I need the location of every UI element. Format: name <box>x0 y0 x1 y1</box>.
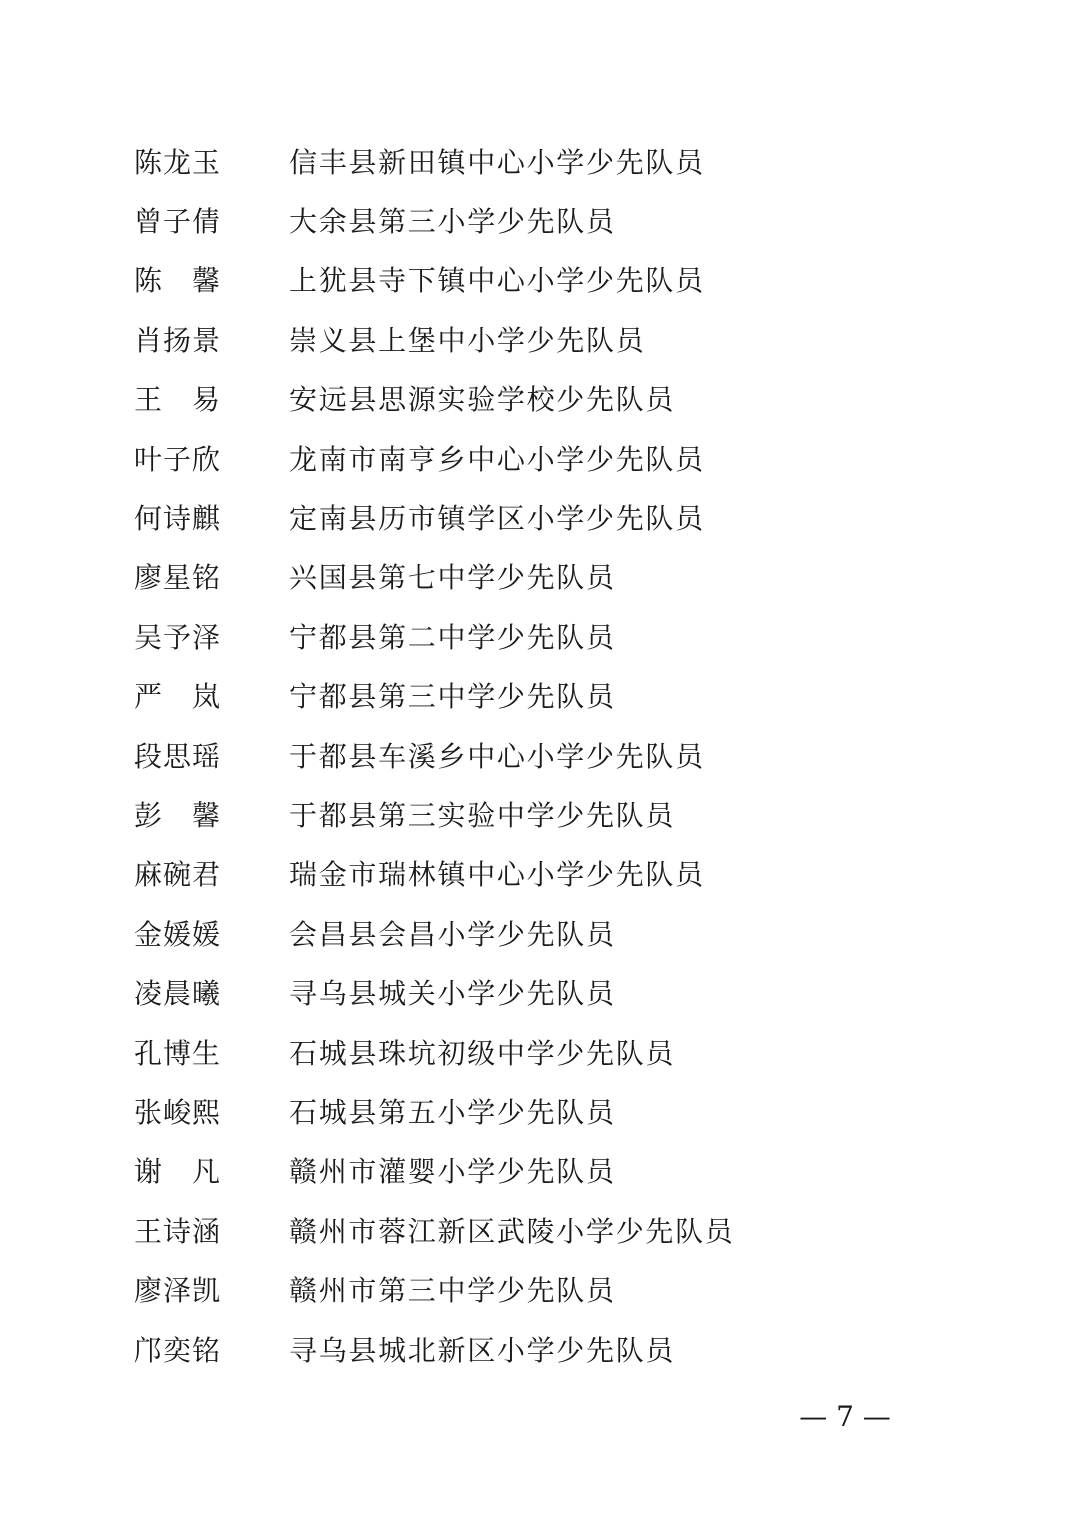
person-organization: 龙南市南亨乡中心小学少先队员 <box>289 442 705 476</box>
list-item <box>134 1022 735 1081</box>
list-item <box>134 606 735 665</box>
person-organization: 大余县第三小学少先队员 <box>289 205 616 239</box>
person-name: 金媛媛 <box>134 917 222 951</box>
person-name: 王诗涵 <box>134 1214 222 1248</box>
person-name: 邝奕铭 <box>134 1333 222 1367</box>
list-item <box>134 131 735 190</box>
list-item <box>134 1141 735 1200</box>
person-name: 谢凡 <box>134 1155 251 1189</box>
person-organization: 宁都县第二中学少先队员 <box>289 620 616 654</box>
person-name: 严岚 <box>134 680 251 714</box>
list-item <box>134 962 735 1021</box>
person-name: 曾子倩 <box>134 205 222 239</box>
list-item <box>134 309 735 368</box>
person-name: 叶子欣 <box>134 442 222 476</box>
person-name: 肖扬景 <box>134 323 222 357</box>
person-organization: 安远县思源实验学校少先队员 <box>289 383 676 417</box>
list-item <box>134 1319 735 1378</box>
name-list <box>134 131 735 1378</box>
person-organization: 于都县第三实验中学少先队员 <box>289 798 676 832</box>
person-organization: 寻乌县城北新区小学少先队员 <box>289 1333 676 1367</box>
person-organization: 兴国县第七中学少先队员 <box>289 561 616 595</box>
list-item <box>134 190 735 249</box>
person-organization: 会昌县会昌小学少先队员 <box>289 917 616 951</box>
person-name: 张峻熙 <box>134 1095 222 1129</box>
person-organization: 崇义县上堡中小学少先队员 <box>289 323 646 357</box>
person-name: 吴予泽 <box>134 620 222 654</box>
person-name: 段思瑶 <box>134 739 222 773</box>
person-name: 何诗麒 <box>134 502 222 536</box>
person-name: 陈馨 <box>134 264 251 298</box>
person-organization: 赣州市蓉江新区武陵小学少先队员 <box>289 1214 735 1248</box>
person-organization: 石城县第五小学少先队员 <box>289 1095 616 1129</box>
person-organization: 信丰县新田镇中心小学少先队员 <box>289 145 705 179</box>
person-name: 麻碗君 <box>134 858 222 892</box>
list-item <box>134 1081 735 1140</box>
list-item <box>134 844 735 903</box>
list-item <box>134 250 735 309</box>
person-organization: 定南县历市镇学区小学少先队员 <box>289 502 705 536</box>
person-organization: 宁都县第三中学少先队员 <box>289 680 616 714</box>
list-item <box>134 428 735 487</box>
list-item <box>134 666 735 725</box>
list-item <box>134 1200 735 1259</box>
person-organization: 赣州市灌婴小学少先队员 <box>289 1155 616 1189</box>
person-organization: 瑞金市瑞林镇中心小学少先队员 <box>289 858 705 892</box>
person-organization: 赣州市第三中学少先队员 <box>289 1274 616 1308</box>
person-name: 彭馨 <box>134 798 251 832</box>
person-organization: 于都县车溪乡中心小学少先队员 <box>289 739 705 773</box>
list-item <box>134 547 735 606</box>
page-number: — 7 — <box>799 1400 891 1433</box>
person-name: 孔博生 <box>134 1036 222 1070</box>
person-name: 廖泽凯 <box>134 1274 222 1308</box>
person-organization: 石城县珠坑初级中学少先队员 <box>289 1036 676 1070</box>
list-item <box>134 784 735 843</box>
list-item <box>134 487 735 546</box>
list-item <box>134 369 735 428</box>
person-name: 廖星铭 <box>134 561 222 595</box>
person-name: 陈龙玉 <box>134 145 222 179</box>
list-item <box>134 725 735 784</box>
person-name: 王易 <box>134 383 251 417</box>
person-name: 凌晨曦 <box>134 977 222 1011</box>
list-item <box>134 903 735 962</box>
person-organization: 寻乌县城关小学少先队员 <box>289 977 616 1011</box>
person-organization: 上犹县寺下镇中心小学少先队员 <box>289 264 705 298</box>
list-item <box>134 1259 735 1318</box>
